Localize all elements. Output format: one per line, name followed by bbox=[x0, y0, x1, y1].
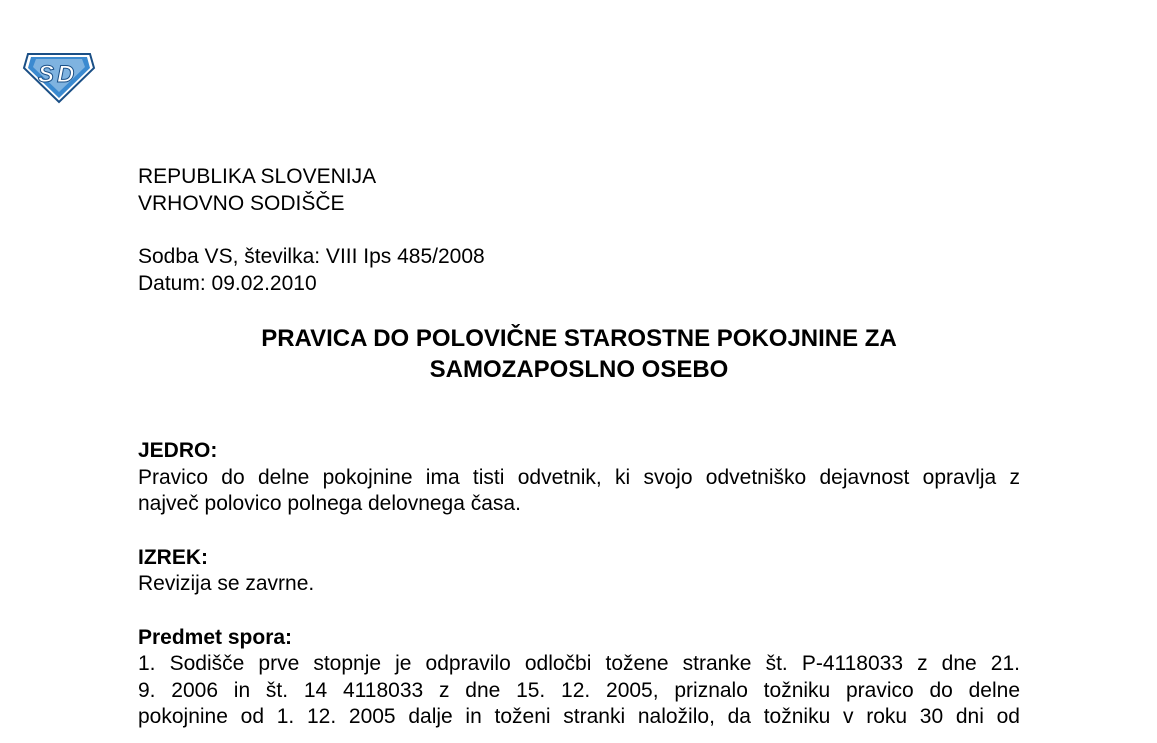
svg-text:S: S bbox=[38, 61, 55, 88]
predmet-line-3: pokojnine od 1. 12. 2005 dalje in toženi stranki naložilo, da tožniku v roku 30 dni od bbox=[138, 705, 1020, 728]
header-republic: REPUBLIKA SLOVENIJA bbox=[138, 165, 377, 188]
predmet-heading: Predmet spora: bbox=[138, 625, 293, 649]
jedro-line-1: Pravico do delne pokojnine ima tisti odvetnik, ki svojo odvetniško dejavnost opravlja z bbox=[138, 465, 1020, 489]
jedro-line-2: največ polovico polnega delovnega časa. bbox=[138, 492, 521, 515]
document-body bbox=[138, 164, 1020, 731]
section-jedro bbox=[138, 438, 1020, 518]
section-izrek bbox=[138, 545, 1020, 598]
svg-text:D: D bbox=[57, 61, 75, 88]
section-predmet-spora bbox=[138, 625, 1020, 731]
predmet-line-1: 1. Sodišče prve stopnje je odpravilo odločbi tožene stranke št. P-4118033 z dne 21. bbox=[138, 652, 1020, 675]
case-number: Sodba VS, številka: VIII Ips 485/2008 bbox=[138, 245, 485, 268]
jedro-heading: JEDRO: bbox=[138, 439, 218, 462]
document-title bbox=[138, 323, 1020, 385]
title-line-2: SAMOZAPOSLNO OSEBO bbox=[429, 356, 729, 383]
decision-date: Datum: 09.02.2010 bbox=[138, 271, 317, 295]
header-court: VRHOVNO SODIŠČE bbox=[138, 191, 345, 215]
court-logo bbox=[22, 48, 96, 104]
izrek-text: Revizija se zavrne. bbox=[138, 572, 315, 595]
predmet-line-2: 9. 2006 in št. 14 4118033 z dne 15. 12. 2005, priznalo tožniku pravico do delne bbox=[138, 678, 1020, 702]
title-line-1: PRAVICA DO POLOVIČNE STAROSTNE POKOJNINE ZA bbox=[261, 325, 897, 352]
izrek-heading: IZREK: bbox=[138, 545, 208, 569]
